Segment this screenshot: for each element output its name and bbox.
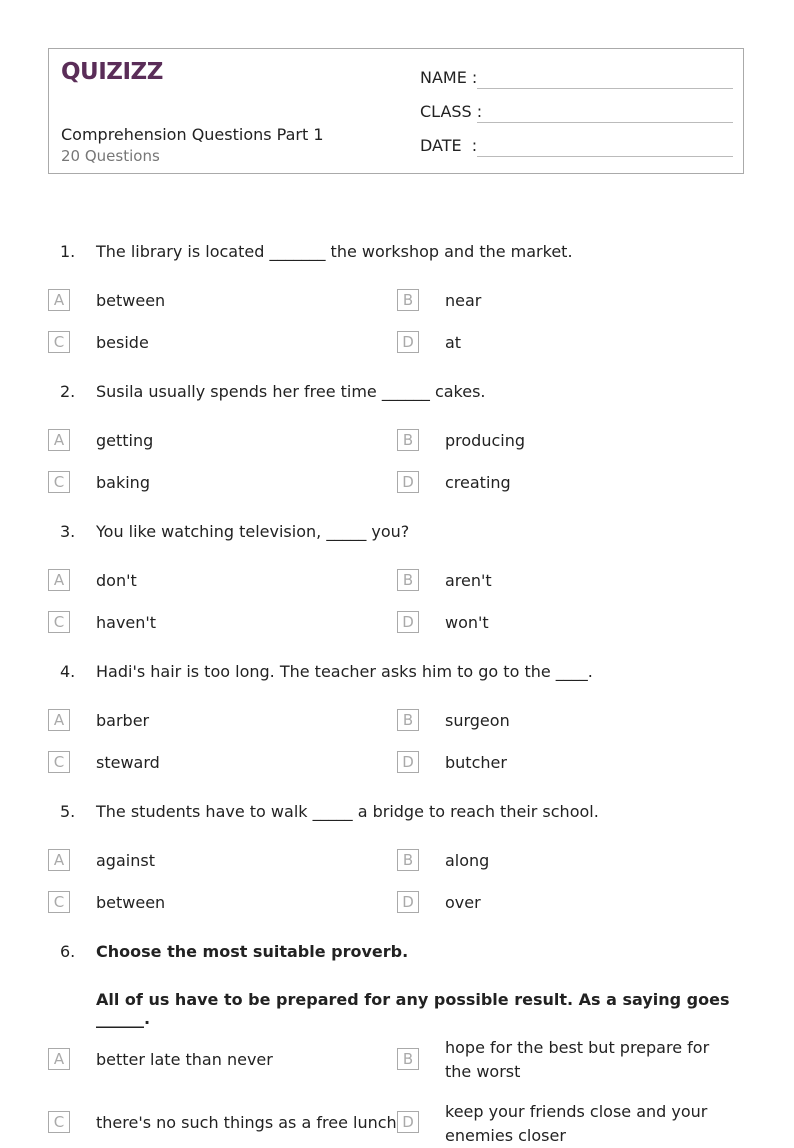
option-letter[interactable]: B bbox=[397, 429, 419, 451]
name-label: NAME : bbox=[420, 68, 478, 87]
option-letter[interactable]: D bbox=[397, 471, 419, 493]
question-text: Susila usually spends her free time ______ cakes. bbox=[96, 382, 486, 401]
question-number: 1. bbox=[60, 242, 76, 261]
question-text: Choose the most suitable proverb. bbox=[96, 942, 409, 961]
option-letter[interactable]: D bbox=[397, 751, 419, 773]
option-text: don't bbox=[96, 571, 137, 590]
option-text: surgeon bbox=[445, 711, 510, 730]
option-letter[interactable]: A bbox=[48, 289, 70, 311]
date-line[interactable] bbox=[477, 134, 733, 157]
option-text: barber bbox=[96, 711, 150, 730]
name-field bbox=[420, 65, 733, 89]
option-text: better late than never bbox=[96, 1050, 273, 1069]
option-text: near bbox=[445, 291, 482, 310]
worksheet-header bbox=[48, 48, 744, 174]
option-letter[interactable]: C bbox=[48, 331, 70, 353]
question-text: You like watching television, _____ you? bbox=[96, 522, 410, 541]
option-text: against bbox=[96, 851, 155, 870]
name-line[interactable] bbox=[477, 66, 733, 89]
option-text: at bbox=[445, 333, 462, 352]
class-label: CLASS : bbox=[420, 102, 483, 121]
option-text: there's no such things as a free lunch bbox=[96, 1113, 397, 1132]
question-text: The students have to walk _____ a bridge to reach their school. bbox=[96, 802, 599, 821]
option-text: beside bbox=[96, 333, 149, 352]
question-subtext: All of us have to be prepared for any possible result. As a saying goes ______. bbox=[96, 990, 730, 1028]
option-letter[interactable]: B bbox=[397, 1048, 419, 1070]
option-text: aren't bbox=[445, 571, 492, 590]
option-letter[interactable]: A bbox=[48, 429, 70, 451]
option-text: between bbox=[96, 893, 166, 912]
option-letter[interactable]: B bbox=[397, 709, 419, 731]
option-letter[interactable]: A bbox=[48, 849, 70, 871]
quizizz-logo: QUIZIZZ bbox=[61, 59, 163, 85]
option-text: creating bbox=[445, 473, 511, 492]
option-letter[interactable]: B bbox=[397, 849, 419, 871]
option-text: producing bbox=[445, 431, 526, 450]
option-letter[interactable]: C bbox=[48, 751, 70, 773]
date-field bbox=[420, 133, 733, 157]
option-text: steward bbox=[96, 753, 160, 772]
option-text: haven't bbox=[96, 613, 157, 632]
question-number: 6. bbox=[60, 942, 76, 961]
option-text: won't bbox=[445, 613, 489, 632]
option-text: along bbox=[445, 851, 490, 870]
option-letter[interactable]: D bbox=[397, 1111, 419, 1133]
question-number: 2. bbox=[60, 382, 76, 401]
option-text: baking bbox=[96, 473, 150, 492]
question-number: 4. bbox=[60, 662, 76, 681]
option-text: butcher bbox=[445, 753, 507, 772]
question-number: 5. bbox=[60, 802, 76, 821]
option-text: getting bbox=[96, 431, 154, 450]
option-text: over bbox=[445, 893, 481, 912]
question-text: Hadi's hair is too long. The teacher asks him to go to the ____. bbox=[96, 662, 593, 681]
option-letter[interactable]: A bbox=[48, 709, 70, 731]
option-letter[interactable]: C bbox=[48, 1111, 70, 1133]
option-letter[interactable]: B bbox=[397, 569, 419, 591]
option-letter[interactable]: A bbox=[48, 1048, 70, 1070]
worksheet-title: Comprehension Questions Part 1 bbox=[61, 125, 324, 144]
option-letter[interactable]: C bbox=[48, 891, 70, 913]
class-field bbox=[420, 99, 733, 123]
option-letter[interactable]: C bbox=[48, 611, 70, 633]
option-letter[interactable]: C bbox=[48, 471, 70, 493]
option-text: hope for the best but prepare for the worst bbox=[445, 1038, 710, 1081]
option-letter[interactable]: A bbox=[48, 569, 70, 591]
option-letter[interactable]: D bbox=[397, 331, 419, 353]
question-count: 20 Questions bbox=[61, 147, 160, 165]
option-letter[interactable]: D bbox=[397, 891, 419, 913]
option-letter[interactable]: B bbox=[397, 289, 419, 311]
question-number: 3. bbox=[60, 522, 76, 541]
option-text: keep your friends close and your enemies closer bbox=[445, 1102, 708, 1145]
date-label: DATE : bbox=[420, 136, 478, 155]
option-text: between bbox=[96, 291, 166, 310]
option-letter[interactable]: D bbox=[397, 611, 419, 633]
class-line[interactable] bbox=[477, 100, 733, 123]
question-text: The library is located _______ the workshop and the market. bbox=[96, 242, 573, 261]
